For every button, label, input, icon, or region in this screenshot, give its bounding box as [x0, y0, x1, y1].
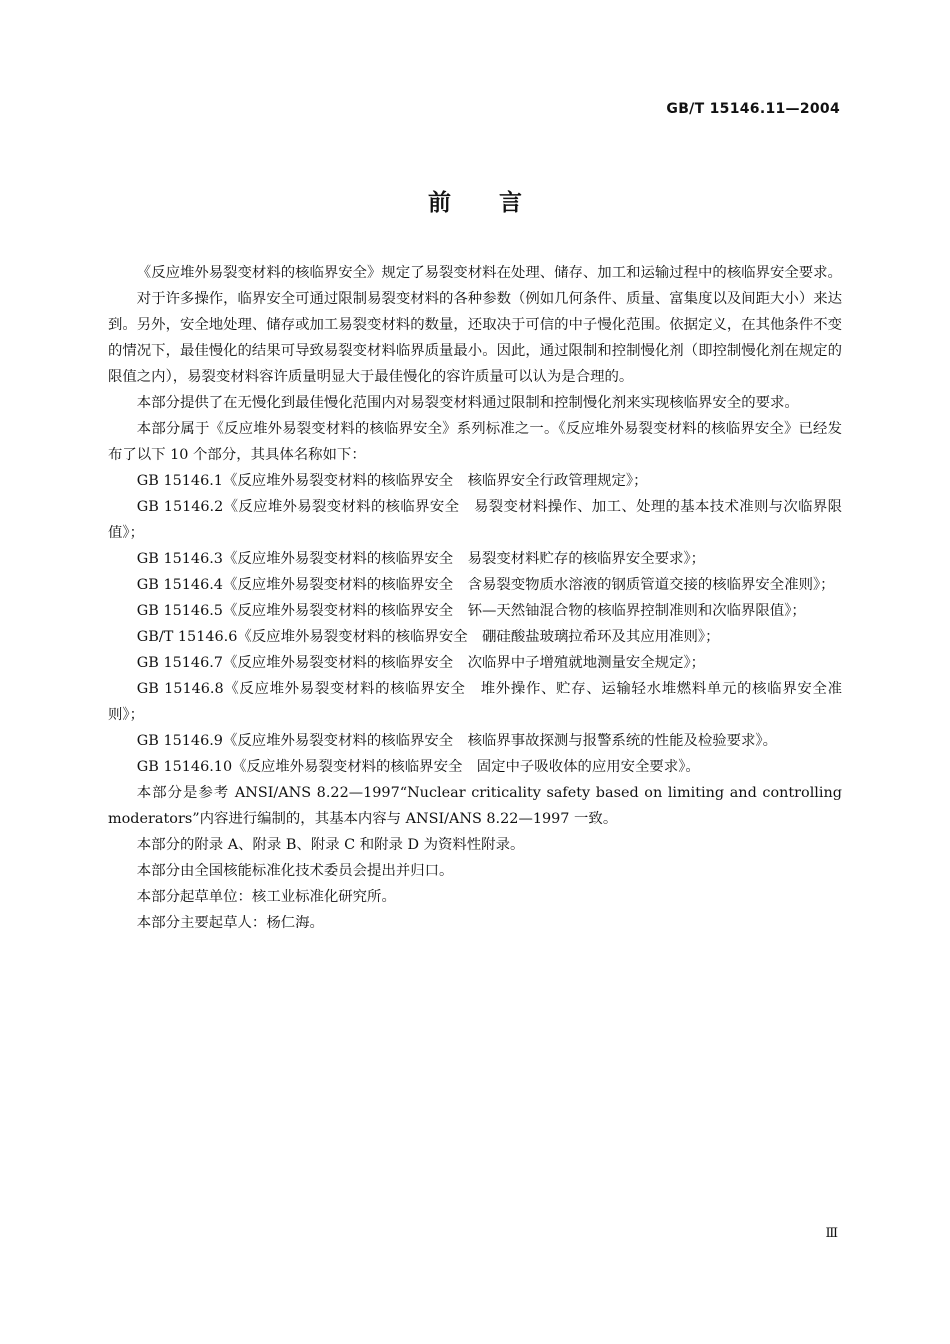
standard-list-item: GB 15146.2《反应堆外易裂变材料的核临界安全 易裂变材料操作、加工、处理的基本技术准则与次临界限值》； [108, 499, 842, 541]
paragraph: 本部分由全国核能标准化技术委员会提出并归口。 [136, 863, 454, 879]
standard-list-item: GB 15146.7《反应堆外易裂变材料的核临界安全 次临界中子增殖就地测量安全规定》； [136, 655, 706, 671]
standard-list-item: GB 15146.3《反应堆外易裂变材料的核临界安全 易裂变材料贮存的核临界安全要求》； [136, 551, 706, 567]
standard-number: GB/T 15146.11—2004 [666, 101, 840, 117]
paragraph: 本部分提供了在无慢化到最佳慢化范围内对易裂变材料通过限制和控制慢化剂来实现核临界安全的要求。 [136, 395, 799, 411]
paragraph: 本部分主要起草人：杨仁海。 [136, 915, 324, 931]
paragraph: 本部分属于《反应堆外易裂变材料的核临界安全》系列标准之一。《反应堆外易裂变材料的核临界安全》已经发布了以下 10 个部分，其具体名称如下： [108, 421, 842, 463]
paragraph: 本部分的附录 A、附录 B、附录 C 和附录 D 为资料性附录。 [136, 837, 525, 853]
standard-list-item: GB 15146.10《反应堆外易裂变材料的核临界安全 固定中子吸收体的应用安全要求》。 [136, 759, 700, 775]
page-number: Ⅲ [825, 1226, 838, 1241]
page-title: 前言 [428, 190, 570, 216]
paragraph: 《反应堆外易裂变材料的核临界安全》规定了易裂变材料在处理、储存、加工和运输过程中的核临界安全要求。 [136, 265, 842, 281]
paragraph: 本部分是参考 ANSI/ANS 8.22—1997“Nuclear criticality safety based on limiting and controlling moderators”内容进行编制的，其基本内容与 ANSI/ANS 8.22—1997 一致。 [108, 785, 842, 827]
paragraph: 本部分起草单位：核工业标准化研究所。 [136, 889, 396, 905]
document-body [108, 260, 842, 936]
standard-list-item: GB 15146.5《反应堆外易裂变材料的核临界安全 钚—天然铀混合物的核临界控制准则和次临界限值》； [136, 603, 806, 619]
standard-list-item: GB 15146.9《反应堆外易裂变材料的核临界安全 核临界事故探测与报警系统的性能及检验要求》。 [136, 733, 777, 749]
standard-list-item: GB 15146.8《反应堆外易裂变材料的核临界安全 堆外操作、贮存、运输轻水堆燃料单元的核临界安全准则》； [108, 681, 842, 723]
standard-list-item: GB 15146.1《反应堆外易裂变材料的核临界安全 核临界安全行政管理规定》； [136, 473, 648, 489]
paragraph: 对于许多操作，临界安全可通过限制易裂变材料的各种参数（例如几何条件、质量、富集度以及间距大小）来达到。另外，安全地处理、储存或加工易裂变材料的数量，还取决于可信的中子慢化范围。依据定义，在其他条件不变的情况下，最佳慢化的结果可导致易裂变材料临界质量最小。因此，通过限制和控制慢化剂（即控制慢化剂在规定的限值之内），易裂变材料容许质量明显大于最佳慢化的容许质量可以认为是合理的。 [108, 291, 842, 385]
standard-list-item: GB/T 15146.6《反应堆外易裂变材料的核临界安全 硼硅酸盐玻璃拉希环及其应用准则》； [136, 629, 720, 645]
standard-list-item: GB 15146.4《反应堆外易裂变材料的核临界安全 含易裂变物质水溶液的钢质管道交接的核临界安全准则》； [136, 577, 835, 593]
